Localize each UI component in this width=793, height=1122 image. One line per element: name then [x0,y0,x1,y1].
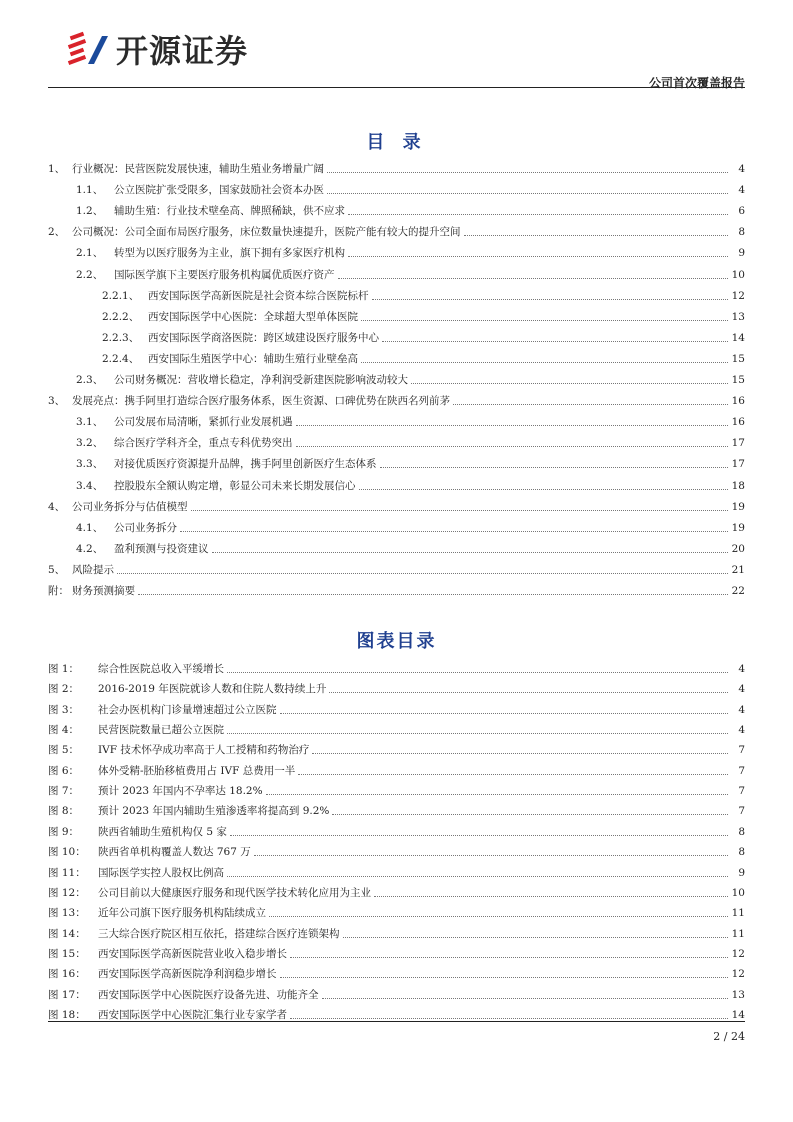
entry-number: 3.3、 [76,458,104,471]
entry-page: 14 [731,331,745,344]
entry-number: 图 14： [48,927,86,940]
entry-page: 15 [731,352,745,365]
entry-number: 图 11： [48,866,86,879]
figure-toc-entry[interactable] [48,945,745,961]
entry-number: 1.2、 [76,205,104,218]
entry-page: 16 [731,395,745,408]
entry-page: 8 [738,825,745,838]
toc-entry[interactable] [48,223,745,239]
entry-page: 4 [738,184,745,197]
entry-number: 4、 [48,500,66,513]
dot-leader [138,594,728,595]
dot-leader [348,256,728,257]
entry-title: 公司财务概况：营收增长稳定，净利润受新建医院影响波动较大 [114,374,408,386]
entry-page: 6 [738,205,745,218]
entry-number: 2.2、 [76,268,104,281]
dot-leader [322,998,729,999]
figure-toc-entry[interactable] [48,782,745,798]
entry-page: 4 [738,683,745,696]
entry-number: 3.2、 [76,437,104,450]
entry-page: 15 [731,374,745,386]
entry-title: 体外受精-胚胎移植费用占 IVF 总费用一半 [98,764,296,777]
entry-page: 11 [731,927,745,940]
figure-toc-entry[interactable] [48,660,745,676]
entry-number: 5、 [48,563,66,576]
entry-number: 图 6： [48,764,80,777]
entry-title: 民营医院数量已超公立医院 [98,724,224,737]
entry-title: 公立医院扩张受限多，国家鼓励社会资本办医 [114,184,324,197]
entry-page: 12 [731,968,745,981]
entry-title: 西安国际医学高新医院是社会资本综合医院标杆 [148,289,369,302]
entry-page: 7 [738,805,745,818]
dot-leader [361,362,728,363]
entry-title: 财务预测摘要 [72,585,135,597]
entry-number: 1.1、 [76,184,104,197]
entry-number: 图 8： [48,805,80,818]
entry-page: 9 [738,866,745,879]
entry-number: 2.3、 [76,374,104,386]
dot-leader [332,814,728,815]
entry-number: 2.2.4、 [102,352,140,365]
entry-page: 18 [731,479,745,492]
entry-page: 12 [731,947,745,960]
dot-leader [359,489,729,490]
entry-number: 2.2.2、 [102,310,140,323]
entry-title: 陕西省单机构覆盖人数达 767 万 [98,846,251,859]
entry-title: 综合性医院总收入平缓增长 [98,663,224,675]
entry-title: 2016-2019 年医院就诊人数和住院人数持续上升 [98,683,327,696]
figure-toc-entry[interactable] [48,680,745,696]
entry-number: 图 10： [48,846,86,859]
company-logo [66,26,248,72]
toc-entry[interactable] [48,392,745,408]
toc-entry[interactable] [48,582,745,598]
entry-page: 7 [738,785,745,798]
entry-title: 预计 2023 年国内不孕率达 18.2% [98,785,263,798]
entry-title: 综合医疗学科齐全，重点专科优势突出 [114,437,293,450]
company-logo-icon [66,30,110,68]
dot-leader [117,573,728,574]
entry-number: 4.1、 [76,521,104,534]
toc-entry[interactable] [48,160,745,176]
entry-page: 22 [731,585,745,597]
entry-page: 16 [731,416,745,429]
entry-title: 陕西省辅助生殖机构仅 5 家 [98,825,227,838]
dot-leader [227,876,728,877]
dot-leader [374,896,728,897]
entry-page: 13 [731,310,745,323]
entry-page: 14 [731,1008,745,1021]
entry-page: 17 [731,437,745,450]
dot-leader [269,916,728,917]
toc-entry[interactable] [48,266,745,282]
toc-entry[interactable] [48,181,745,197]
dot-leader [411,383,728,384]
entry-number: 图 16： [48,968,86,981]
dot-leader [296,446,729,447]
dot-leader [327,172,728,173]
entry-page: 13 [731,988,745,1001]
entry-page: 8 [738,226,745,239]
entry-number: 图 9： [48,825,80,838]
entry-title: 公司概况：公司全面布局医疗服务，床位数量快速提升，医院产能有较大的提升空间 [72,226,461,239]
entry-page: 8 [738,846,745,859]
entry-number: 图 1： [48,663,80,675]
toc-entry[interactable] [48,498,745,514]
dot-leader [464,235,729,236]
entry-number: 附： [48,585,69,597]
entry-title: 国际医学旗下主要医疗服务机构属优质医疗资产 [114,268,335,281]
entry-page: 11 [731,907,745,920]
entry-number: 1、 [48,163,66,175]
dot-leader [382,341,728,342]
dot-leader [191,510,729,511]
entry-number: 图 12： [48,886,86,899]
entry-page: 21 [731,563,745,576]
entry-title: 风险提示 [72,563,114,576]
entry-number: 图 5： [48,744,80,757]
figure-toc-entry[interactable] [48,802,745,818]
dot-leader [280,977,729,978]
toc-entry[interactable] [48,519,745,535]
dot-leader [338,278,729,279]
dot-leader [230,835,728,836]
figure-toc-entry[interactable] [48,884,745,900]
entry-page: 4 [738,163,745,175]
entry-number: 图 15： [48,947,86,960]
entry-page: 10 [731,268,745,281]
toc-entry[interactable] [48,477,745,493]
entry-title: 公司业务拆分与估值模型 [72,500,188,513]
figure-toc-title: 图表目录 [356,631,437,652]
toc-entry[interactable] [48,329,745,345]
entry-page: 17 [731,458,745,471]
dot-leader [380,467,729,468]
entry-title: 行业概况：民营医院发展快速，辅助生殖业务增量广阔 [72,163,324,175]
figure-toc-entry[interactable] [48,864,745,880]
entry-page: 19 [731,521,745,534]
entry-number: 图 2： [48,683,80,696]
entry-page: 4 [738,663,745,675]
toc-entry[interactable] [48,202,745,218]
entry-number: 图 3： [48,703,80,716]
toc-entry[interactable] [48,540,745,556]
figure-toc-entry[interactable] [48,925,745,941]
entry-number: 3.4、 [76,479,104,492]
figure-toc-entry[interactable] [48,701,745,717]
figure-toc-entry[interactable] [48,823,745,839]
toc-entry[interactable] [48,244,745,260]
entry-number: 3.1、 [76,416,104,429]
dot-leader [296,425,729,426]
entry-title: 三大综合医疗院区相互依托，搭建综合医疗连锁架构 [98,927,340,940]
entry-title: 西安国际医学高新医院净利润稳步增长 [98,968,277,981]
entry-title: 西安国际医学中心医院医疗设备先进、功能齐全 [98,988,319,1001]
company-name: 开源证券 [116,32,249,70]
figure-toc-entry[interactable] [48,1006,745,1022]
toc-entry[interactable] [48,350,745,366]
entry-title: 转型为以医疗服务为主业，旗下拥有多家医疗机构 [114,247,345,260]
figure-toc-entry[interactable] [48,843,745,859]
entry-page: 20 [731,542,745,555]
dot-leader [180,531,728,532]
entry-title: 西安国际医学高新医院营业收入稳步增长 [98,947,287,960]
entry-page: 7 [738,744,745,757]
entry-title: 对接优质医疗资源提升品牌，携手阿里创新医疗生态体系 [114,458,377,471]
entry-title: 控股股东全额认购定增，彰显公司未来长期发展信心 [114,479,356,492]
entry-page: 7 [738,764,745,777]
entry-title: 公司发展布局清晰，紧抓行业发展机遇 [114,416,293,429]
dot-leader [266,794,728,795]
dot-leader [312,753,728,754]
entry-title: 辅助生殖：行业技术壁垒高、牌照稀缺，供不应求 [114,205,345,218]
entry-title: 盈利预测与投资建议 [114,542,209,555]
figure-toc-entry[interactable] [48,965,745,981]
entry-title: 近年公司旗下医疗服务机构陆续成立 [98,907,266,920]
dot-leader [329,692,728,693]
entry-title: 发展亮点：携手阿里打造综合医疗服务体系，医生资源、口碑优势在陕西名列前茅 [72,395,450,408]
footer-divider [48,1021,745,1022]
toc-entry[interactable] [48,455,745,471]
toc-entry[interactable] [48,308,745,324]
toc-title: 目 录 [366,132,427,153]
entry-number: 图 18： [48,1008,86,1021]
dot-leader [290,957,728,958]
entry-number: 2.1、 [76,247,104,260]
dot-leader [327,193,728,194]
figure-toc-entry[interactable] [48,762,745,778]
dot-leader [227,672,728,673]
dot-leader [453,404,728,405]
entry-title: 公司业务拆分 [114,521,177,534]
entry-title: IVF 技术怀孕成功率高于人工授精和药物治疗 [98,744,310,757]
dot-leader [298,774,728,775]
dot-leader [361,320,728,321]
entry-number: 图 13： [48,907,86,920]
dot-leader [343,937,729,938]
entry-title: 西安国际医学中心医院汇集行业专家学者 [98,1008,287,1021]
entry-title: 西安国际生殖医学中心：辅助生殖行业壁垒高 [148,352,358,365]
toc-entry[interactable] [48,287,745,303]
entry-page: 4 [738,703,745,716]
page-number: 2 / 24 [713,1030,745,1043]
dot-leader [280,713,729,714]
toc-entry[interactable] [48,371,745,387]
entry-page: 12 [731,289,745,302]
entry-number: 2.2.3、 [102,331,140,344]
dot-leader [227,733,728,734]
entry-page: 10 [731,886,745,899]
header-divider [48,87,745,88]
dot-leader [372,299,729,300]
entry-page: 4 [738,724,745,737]
toc-entry[interactable] [48,413,745,429]
entry-title: 国际医学实控人股权比例高 [98,866,224,879]
entry-page: 19 [731,500,745,513]
toc-entry[interactable] [48,561,745,577]
entry-number: 图 17： [48,988,86,1001]
figure-toc-entry[interactable] [48,741,745,757]
entry-title: 公司目前以大健康医疗服务和现代医学技术转化应用为主业 [98,886,371,899]
entry-number: 4.2、 [76,542,104,555]
entry-number: 图 4： [48,724,80,737]
entry-title: 社会办医机构门诊量增速超过公立医院 [98,703,277,716]
dot-leader [212,552,729,553]
entry-number: 2、 [48,226,66,239]
entry-number: 图 7： [48,785,80,798]
dot-leader [290,1018,728,1019]
entry-title: 西安国际医学中心医院：全球超大型单体医院 [148,310,358,323]
entry-title: 西安国际医学商洛医院：跨区域建设医疗服务中心 [148,331,379,344]
figure-toc-entry[interactable] [48,721,745,737]
toc-entry[interactable] [48,434,745,450]
report-type: 公司首次覆盖报告 [648,76,745,90]
dot-leader [348,214,728,215]
figure-toc-entry[interactable] [48,904,745,920]
figure-toc-entry[interactable] [48,986,745,1002]
dot-leader [254,855,728,856]
entry-title: 预计 2023 年国内辅助生殖渗透率将提高到 9.2% [98,805,330,818]
entry-number: 2.2.1、 [102,289,140,302]
entry-number: 3、 [48,395,66,408]
entry-page: 9 [738,247,745,260]
page-header [48,20,745,90]
